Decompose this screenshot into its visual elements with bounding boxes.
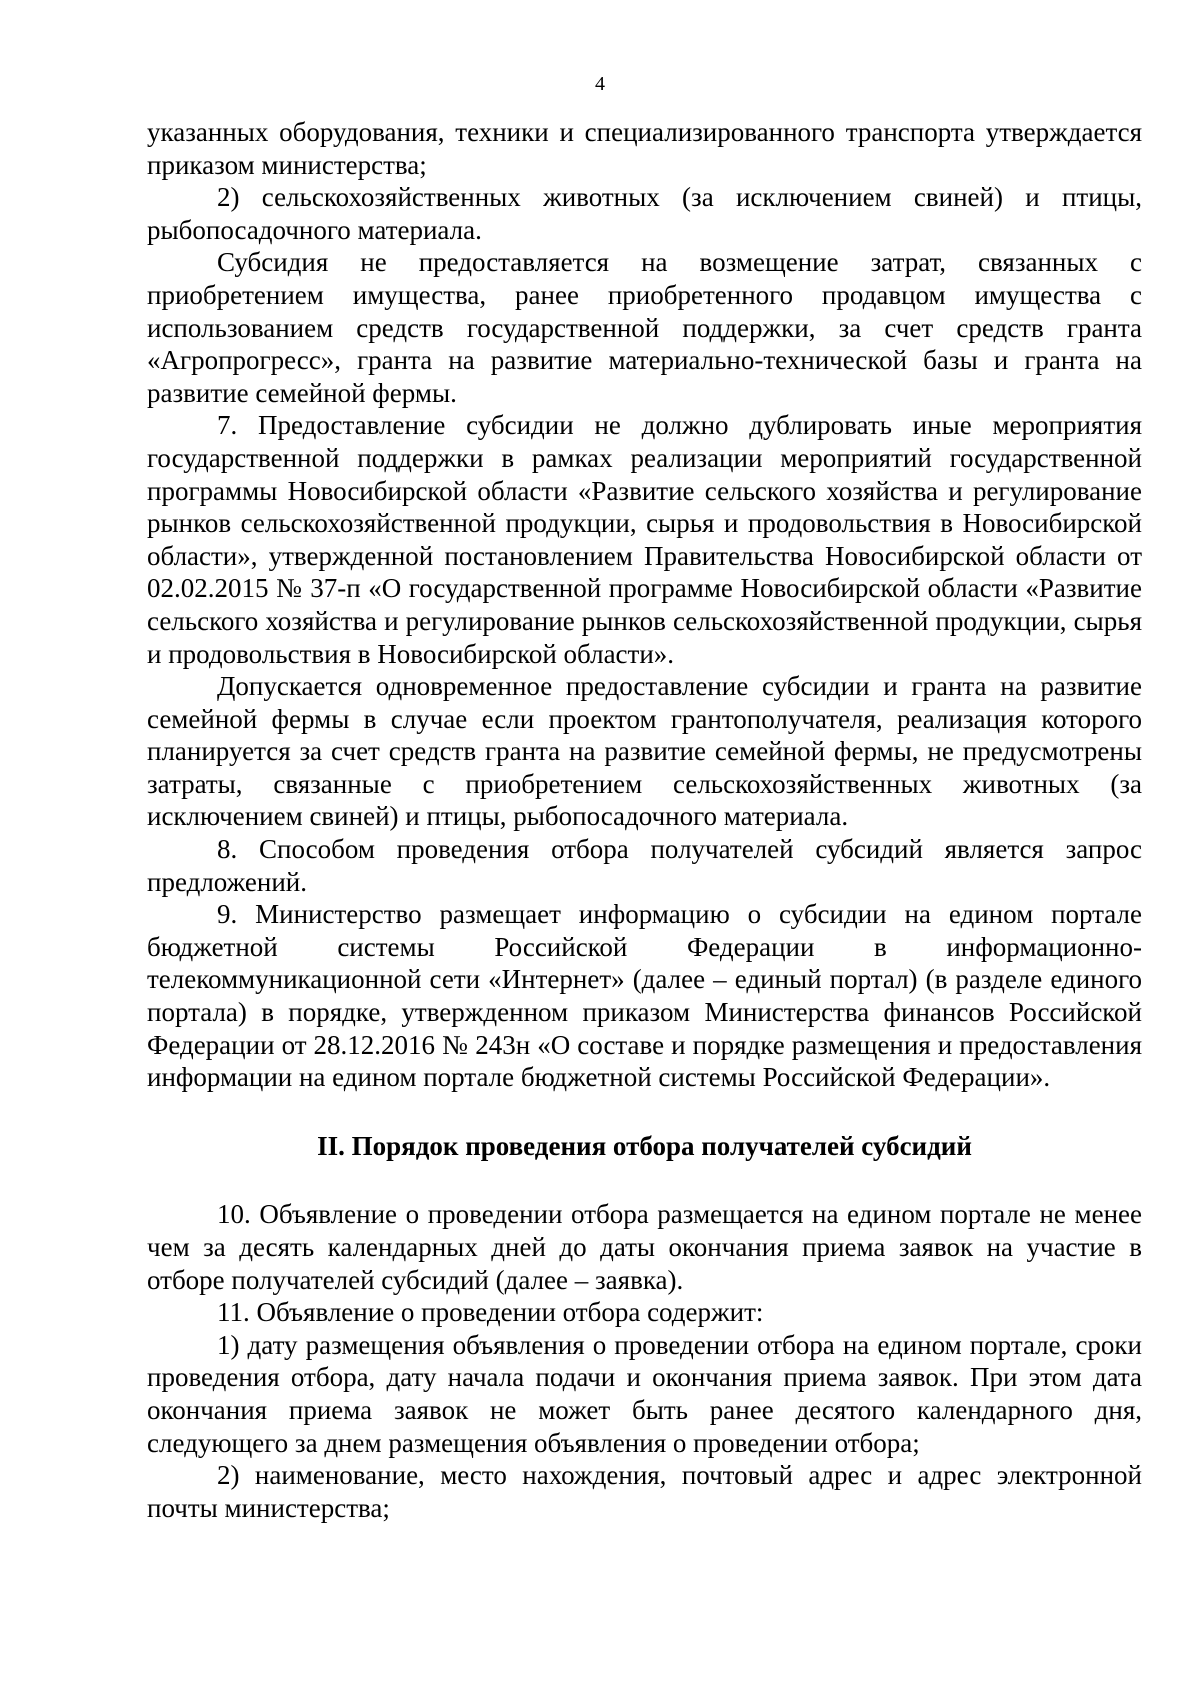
document-body — [147, 116, 1142, 1524]
paragraph: 8. Способом проведения отбора получателей субсидий является запрос предложений. — [147, 834, 1142, 897]
paragraph: 10. Объявление о проведении отбора размещается на едином портале не менее чем за десять календарных дней до даты окончания приема заявок на участие в отборе получателей субсидий (далее – заявка). — [147, 1199, 1142, 1295]
section-heading: II. Порядок проведения отбора получателей субсидий — [317, 1130, 972, 1161]
paragraph: 2) наименование, место нахождения, почтовый адрес и адрес электронной почты министерства; — [147, 1460, 1142, 1523]
paragraphs-before-heading — [147, 116, 1142, 1094]
paragraph: 11. Объявление о проведении отбора содержит: — [217, 1297, 764, 1328]
paragraph: Допускается одновременное предоставление субсидии и гранта на развитие семейной фермы в случае если проектом грантополучателя, реализация которого планируется за счет средств гранта на развитие семейной фермы, не предусмотрены затраты, связанные с приобретением сельскохозяйственных животных (за исключением свиней) и птицы, рыбопосадочного материала. — [147, 671, 1142, 832]
paragraph: 7. Предоставление субсидии не должно дублировать иные мероприятия государственной поддержки в рамках реализации мероприятий государственной программы Новосибирской области «Развитие сельского хозяйства и регулирование рынков сельскохозяйственной продукции, сырья и продовольствия в Новосибирской области», утвержденной постановлением Правительства Новосибирской области от 02.02.2015 № 37-п «О государственной программе Новосибирской области «Развитие сельского хозяйства и регулирование рынков сельскохозяйственной продукции, сырья и продовольствия в Новосибирской области». — [147, 410, 1142, 669]
paragraph: 9. Министерство размещает информацию о субсидии на едином портале бюджетной системы Российской Федерации в информационно-телекоммуникационной сети «Интернет» (далее – единый портал) (в разделе единого портала) в порядке, утвержденном приказом Министерства финансов Российской Федерации от 28.12.2016 № 243н «О составе и порядке размещения и предоставления информации на едином портале бюджетной системы Российской Федерации». — [147, 899, 1142, 1093]
paragraphs-after-heading — [147, 1198, 1142, 1524]
paragraph: 2) сельскохозяйственных животных (за исключением свиней) и птицы, рыбопосадочного материала. — [147, 182, 1142, 245]
paragraph: указанных оборудования, техники и специализированного транспорта утверждается приказом министерства; — [147, 117, 1142, 180]
page-number: 4 — [595, 73, 605, 95]
paragraph: Субсидия не предоставляется на возмещение затрат, связанных с приобретением имущества, ранее приобретенного продавцом имущества с использованием средств государственной поддержки, за счет средств гранта «Агропрогресс», гранта на развитие материально-технической базы и гранта на развитие семейной фермы. — [147, 247, 1142, 408]
paragraph: 1) дату размещения объявления о проведении отбора на едином портале, сроки проведения отбора, дату начала подачи и окончания приема заявок. При этом дата окончания приема заявок не может быть ранее десятого календарного дня, следующего за днем размещения объявления о проведении отбора; — [147, 1329, 1142, 1458]
